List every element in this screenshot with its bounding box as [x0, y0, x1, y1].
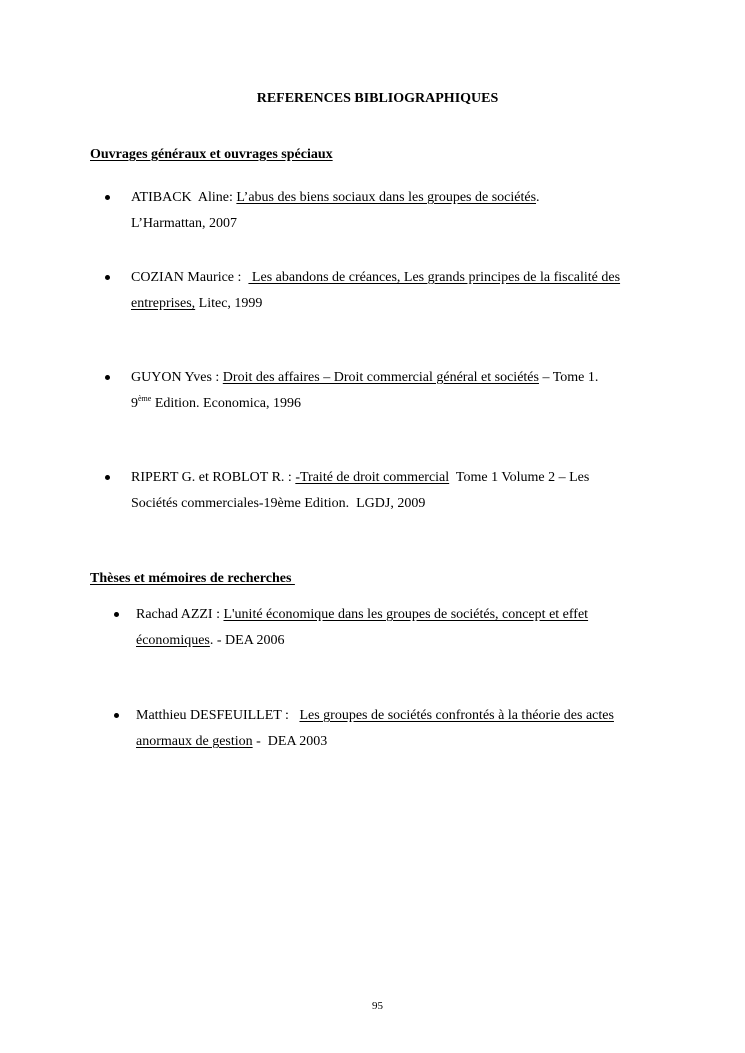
- reference-entry-cozian: [131, 265, 620, 317]
- reference-text: Tome 1 Volume 2 – Les: [449, 470, 590, 485]
- reference-publisher: L’Harmattan, 2007: [131, 216, 238, 231]
- reference-publisher: Litec, 1999: [195, 296, 263, 311]
- reference-title: L'unité économique dans les groupes de sociétés, concept et effet: [223, 607, 589, 622]
- reference-author: COZIAN Maurice :: [131, 270, 249, 285]
- bullet-icon: [114, 612, 119, 617]
- reference-text: .: [536, 190, 540, 205]
- reference-author: ATIBACK Aline:: [131, 190, 237, 205]
- bullet-icon: [105, 375, 110, 380]
- reference-entry-ripert: [131, 465, 589, 517]
- reference-publisher: Edition. Economica, 1996: [151, 396, 302, 411]
- bullet-icon: [114, 713, 119, 718]
- reference-author: Rachad AZZI :: [136, 607, 224, 622]
- bullet-icon: [105, 475, 110, 480]
- section-heading-ouvrages: Ouvrages généraux et ouvrages spéciaux: [90, 147, 333, 162]
- page-number: 95: [372, 1000, 383, 1012]
- section-heading-theses: Thèses et mémoires de recherches: [90, 571, 295, 586]
- reference-entry-guyon: [131, 365, 598, 417]
- reference-publisher: Sociétés commerciales-19ème Edition. LGDJ, 2009: [131, 496, 426, 511]
- reference-author: GUYON Yves :: [131, 370, 223, 385]
- reference-degree: . - DEA 2006: [209, 633, 285, 648]
- bullet-icon: [105, 195, 110, 200]
- reference-title-continued: anormaux de gestion: [136, 734, 253, 749]
- reference-title: Droit des affaires – Droit commercial général et sociétés: [222, 370, 539, 385]
- reference-entry-desfeuillet: [136, 703, 614, 755]
- reference-entry-azzi: [136, 602, 588, 654]
- reference-author: Matthieu DESFEUILLET :: [136, 708, 300, 723]
- bullet-icon: [105, 275, 110, 280]
- reference-text: – Tome 1.: [538, 370, 599, 385]
- reference-title-continued: économiques: [136, 633, 210, 648]
- reference-title: Les abandons de créances, Les grands principes de la fiscalité des: [248, 270, 621, 285]
- reference-title: Les groupes de sociétés confrontés à la théorie des actes: [299, 708, 614, 723]
- edition-number: 9: [131, 396, 138, 411]
- reference-title: L’abus des biens sociaux dans les groupes de sociétés: [236, 190, 537, 205]
- reference-title-continued: entreprises,: [131, 296, 196, 311]
- reference-author: RIPERT G. et ROBLOT R. :: [131, 470, 296, 485]
- reference-entry-atiback: [131, 185, 540, 237]
- page-title: REFERENCES BIBLIOGRAPHIQUES: [256, 91, 499, 106]
- edition-superscript: ème: [138, 394, 152, 403]
- reference-degree: - DEA 2003: [252, 734, 328, 749]
- reference-title: -Traité de droit commercial: [295, 470, 450, 485]
